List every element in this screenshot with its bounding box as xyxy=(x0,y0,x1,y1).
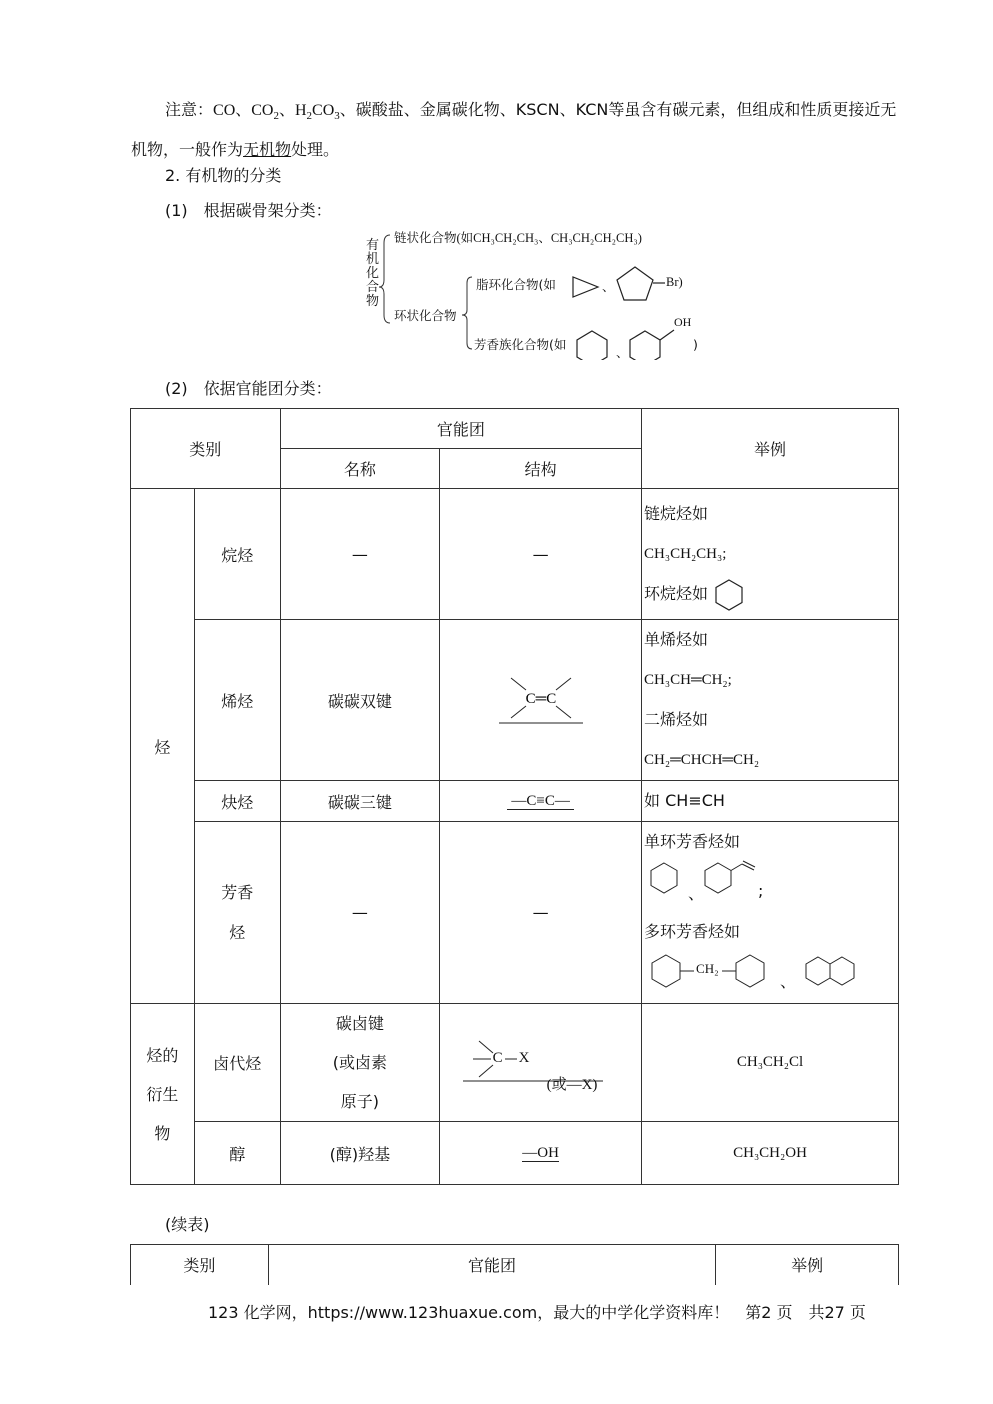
hydrocarbon-label: 烃 xyxy=(131,489,195,1004)
derivative-label: 烃的 衍生 物 xyxy=(131,1004,195,1185)
halide-group-structure: C X (或—X) xyxy=(440,1004,642,1122)
table-row xyxy=(131,822,899,1004)
alkyne-group-structure: —C≡C— xyxy=(440,781,642,822)
section-heading: 2. 有机物的分类 xyxy=(165,166,282,185)
table2-header-group: 官能团 xyxy=(268,1245,715,1285)
header-group: 官能团 xyxy=(280,409,641,449)
diagram-root-label: 有 机 化 合 物 xyxy=(366,238,380,309)
benzene-styrene-icons xyxy=(644,857,774,907)
cyclopropane-icon xyxy=(573,277,598,297)
aromatic-label: 芳香族化合物(如 xyxy=(474,337,567,352)
aromatic-name: 芳香 烃 xyxy=(194,822,280,1004)
ring-compound-label: 环状化合物 xyxy=(394,308,457,323)
alkyne-example: 如 CH≡CH xyxy=(642,781,899,822)
alkene-example: 单烯烃如 CH₃CH═CH₂; 二烯烃如 CH₂═CHCH═CH₂ xyxy=(642,620,899,781)
table-row xyxy=(131,489,899,620)
continued-table xyxy=(130,1244,899,1285)
table-row xyxy=(131,781,899,822)
carbon-skeleton-diagram xyxy=(360,225,720,360)
double-bond-structure xyxy=(491,668,591,728)
alkyne-name: 炔烃 xyxy=(194,781,280,822)
halide-example: CH₃CH₂Cl xyxy=(642,1004,899,1122)
header-category: 类别 xyxy=(131,409,281,489)
aromatic-group-structure: — xyxy=(440,822,642,1004)
page-footer: 123 化学网，https://www.123huaxue.com，最大的中学化学资料库！ 第2 页 共27 页 xyxy=(208,1303,866,1322)
alcohol-name: 醇 xyxy=(194,1122,280,1185)
note-formula: CO、$CO_2$、$H_2CO_3$ xyxy=(213,102,340,123)
note-text: 、碳酸盐、金属碳化物、KSCN、KCN等虽含有碳元素，但组成和性质更接近无机物，一般作为 xyxy=(131,100,897,160)
alkane-example: 链烷烃如 CH₃CH₂CH₃; 环烷烃如 xyxy=(642,489,899,620)
aromatic-example: 单环芳香烃如 、 ; 多环芳香烃如 CH₂ 、 xyxy=(642,822,899,1004)
alicyclic-separator: 、 xyxy=(602,279,615,294)
phenol-icon xyxy=(630,331,660,360)
alkane-group-structure: — xyxy=(440,489,642,620)
aromatic-group-name: — xyxy=(280,822,440,1004)
aromatic-separator: 、 xyxy=(616,345,629,360)
alkene-group-name: 碳碳双键 xyxy=(280,620,440,781)
benzene-icon xyxy=(577,331,607,360)
alkane-group-name: — xyxy=(280,489,440,620)
hydroxyl-label: OH xyxy=(674,315,692,329)
note-underlined: 无机物 xyxy=(243,140,292,160)
subsection-heading-2: (2) 依据官能团分类： xyxy=(165,379,332,398)
table2-header-category: 类别 xyxy=(131,1245,269,1285)
bromine-label: Br) xyxy=(666,275,683,289)
note-ending: 处理。 xyxy=(291,140,340,160)
alkyne-group-name: 碳碳三键 xyxy=(280,781,440,822)
alicyclic-label: 脂环化合物(如 xyxy=(476,277,556,292)
header-structure: 结构 xyxy=(440,449,642,489)
header-name: 名称 xyxy=(280,449,440,489)
header-example: 举例 xyxy=(642,409,899,489)
alkene-name: 烯烃 xyxy=(194,620,280,781)
cyclohexane-icon xyxy=(713,578,745,612)
diphenylmethane-naphthalene-icons xyxy=(644,949,874,995)
subsection-heading-1: (1) 根据碳骨架分类： xyxy=(165,201,332,220)
cyclopentane-icon xyxy=(617,267,653,300)
table2-header-example: 举例 xyxy=(716,1245,899,1285)
table-row xyxy=(131,1122,899,1185)
svg-text:C═C: C═C xyxy=(525,691,556,707)
halide-name: 卤代烃 xyxy=(194,1004,280,1122)
table-row xyxy=(131,620,899,781)
alcohol-group-structure: —OH xyxy=(440,1122,642,1185)
functional-group-table xyxy=(130,408,899,1185)
note-label: 注意： xyxy=(165,100,214,119)
halide-group-name: 碳卤键 (或卤素 原子) xyxy=(280,1004,440,1122)
chain-compound-label: 链状化合物(如CH₃CH₂CH₃、CH₃CH₂CH₂CH₃) xyxy=(394,231,642,245)
alkane-name: 烷烃 xyxy=(194,489,280,620)
continued-label: (续表) xyxy=(165,1215,210,1234)
note-paragraph xyxy=(131,93,901,167)
alcohol-group-name: (醇)羟基 xyxy=(280,1122,440,1185)
alkene-group-structure xyxy=(440,620,642,781)
table-row xyxy=(131,1004,899,1122)
alcohol-example: CH₃CH₂OH xyxy=(642,1122,899,1185)
aromatic-close: ) xyxy=(693,337,698,352)
